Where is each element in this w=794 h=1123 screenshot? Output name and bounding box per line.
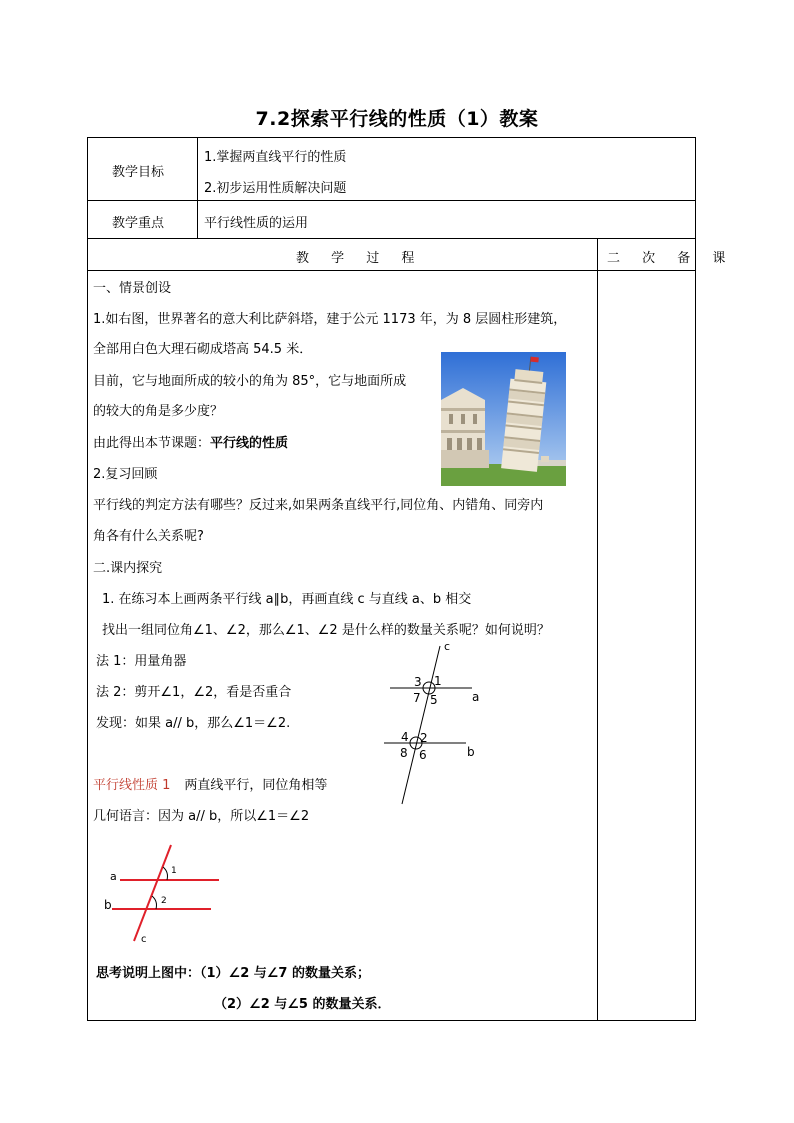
angle-1-label: 1 [171, 866, 177, 876]
parallel-lines-diagram [104, 843, 220, 947]
paragraph-line: 1.如右图，世界著名的意大利比萨斜塔，建于公元 1173 年，为 8 层圆柱形建筑， [93, 312, 567, 327]
paragraph-line: 全部用白色大理石砌成塔高 54.5 米． [93, 342, 313, 357]
topic-prefix: 由此得出本节课题： [93, 436, 211, 451]
focus-label: 教学重点 [112, 216, 165, 231]
label-a: a [110, 870, 117, 883]
angle-7: 7 [413, 691, 421, 705]
property-label: 平行线性质 1 [93, 778, 171, 793]
method-line: 法 2：剪开∠1，∠2，看是否重合 [96, 685, 292, 700]
subsection-heading: 2.复习回顾 [93, 467, 158, 482]
paragraph-line: 角各有什么关系呢? [93, 529, 204, 544]
angle-5: 5 [430, 693, 438, 707]
transversal-diagram [378, 638, 488, 808]
angle-1: 1 [434, 674, 442, 688]
paragraph-line: 的较大的角是多少度？ [93, 404, 224, 419]
label-b: b [104, 898, 112, 912]
property-text: 两直线平行，同位角相等 [184, 778, 328, 793]
line-c [402, 646, 440, 804]
leaning-tower-illustration [441, 352, 566, 486]
goal-item: 2.初步运用性质解决问题 [204, 181, 347, 196]
angle-1-arc [163, 867, 168, 880]
table-border-right [695, 137, 696, 1021]
topic-title: 平行线的性质 [210, 436, 289, 451]
angle-2-label: 2 [161, 896, 167, 906]
angle-4: 4 [401, 730, 409, 744]
section-heading: 二.课内探究 [93, 561, 163, 576]
finding-line: 发现：如果 a// b，那么∠1＝∠2. [96, 716, 291, 731]
label-c: c [444, 640, 451, 653]
paragraph-line: 平行线的判定方法有哪些？反过来,如果两条直线平行,同位角、内错角、同旁内 [93, 498, 544, 513]
geometry-language: 几何语言：因为 a// b，所以∠1＝∠2 [93, 809, 310, 824]
think-question: 思考说明上图中：（1）∠2 与∠7 的数量关系； [96, 966, 370, 981]
angle-2-arc [152, 896, 157, 909]
page-title: 7.2探索平行线的性质（1）教案 [255, 108, 539, 130]
angle-6: 6 [419, 748, 427, 762]
section-heading: 一、情景创设 [93, 281, 172, 296]
angle-3: 3 [414, 675, 422, 689]
label-a: a [472, 690, 480, 704]
leaning-tower-photo [441, 352, 566, 486]
topic-line [93, 437, 288, 450]
table-border-top [87, 137, 696, 138]
table-divider [87, 200, 696, 201]
label-c: c [141, 934, 147, 945]
angle-8: 8 [400, 746, 408, 760]
angle-2: 2 [420, 731, 428, 745]
method-line: 法 1：用量角器 [96, 654, 187, 669]
paragraph-line: 1. 在练习本上画两条平行线 a∥b，再画直线 c 与直线 a、b 相交 [102, 592, 472, 607]
goal-item: 1.掌握两直线平行的性质 [204, 150, 347, 165]
prep-header: 二 次 备 课 [607, 251, 735, 266]
table-border-left [87, 137, 88, 1021]
goal-label: 教学目标 [112, 165, 165, 180]
process-header: 教 学 过 程 [296, 251, 424, 266]
table-divider [597, 238, 598, 1021]
think-question: （2）∠2 与∠5 的数量关系． [214, 997, 391, 1012]
table-divider [197, 137, 198, 239]
line-c [134, 845, 171, 941]
paragraph-line: 目前，它与地面所成的较小的角为 85°，它与地面所成 [93, 374, 407, 389]
paragraph-line: 找出一组同位角∠1、∠2，那么∠1、∠2 是什么样的数量关系呢？如何说明？ [102, 623, 550, 638]
table-divider [87, 270, 696, 271]
property-line [93, 779, 327, 792]
label-b: b [467, 745, 475, 759]
table-border-bottom [87, 1020, 696, 1021]
focus-value: 平行线性质的运用 [204, 216, 309, 231]
table-divider [87, 238, 696, 239]
